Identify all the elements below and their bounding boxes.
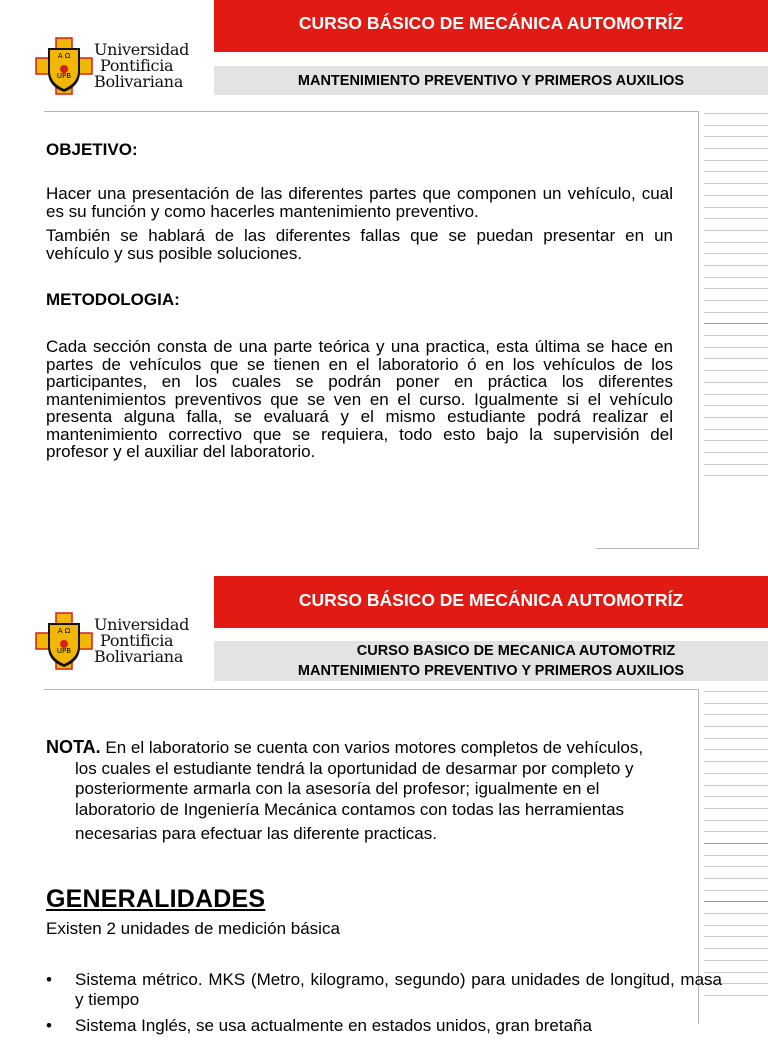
university-name: Universidad Pontificia Bolivariana <box>94 615 190 666</box>
objetivo-paragraph: También se hablará de las diferentes fallas que se puedan presentar en un vehículo y sus posible soluciones. <box>46 226 673 263</box>
nota-line: los cuales el estudiante tendrá la oportunidad de desarmar por completo y <box>75 758 634 778</box>
objetivo-paragraph: Hacer una presentación de las diferentes partes que componen un vehículo, cual es su función y como hacerles mantenimiento preventivo. <box>46 184 673 221</box>
subtitle-line: MANTENIMIENTO PREVENTIVO Y PRIMEROS AUXILIOS <box>297 663 685 679</box>
nota-label: NOTA. <box>46 737 101 757</box>
metodologia-heading: METODOLOGIA: <box>46 290 180 309</box>
nota-first-line: En el laboratorio se cuenta con varios motores completos de vehículos, <box>105 738 644 757</box>
list-item <box>46 1016 722 1036</box>
list-item <box>46 970 722 1010</box>
generalidades-subtitle: Existen 2 unidades de medición básica <box>46 919 340 938</box>
nota-line: necesarias para efectuar las diferente practicas. <box>75 824 437 843</box>
metodologia-paragraph: Cada sección consta de una parte teórica y una practica, esta última se hace en partes de vehículos que se tienen en el laboratorio ó en los vehículos de los participantes, en los cuales se podrán poner en práctica los diferentes mantenimientos preventivos que se ven en el curso. Igualmente si el vehículo presenta alguna falla, se evaluará y el mismo estudiante podrá realizar el mantenimiento correctivo que se requiera, todo esto bajo la supervisión del profesor y el auxiliar del laboratorio. <box>46 337 673 461</box>
nota-line: posteriormente armarla con la asesoría del profesor; igualmente en el <box>75 779 600 798</box>
side-ruled-lines <box>704 113 768 487</box>
subtitle-line: MANTENIMIENTO PREVENTIVO Y PRIMEROS AUXILIOS <box>297 73 685 89</box>
university-logo <box>36 38 196 98</box>
header-divider <box>44 111 698 112</box>
subtitle-bar <box>214 66 768 95</box>
nota-paragraph <box>46 737 718 845</box>
crest-text: A Ω UPB <box>56 52 72 80</box>
course-title: CURSO BÁSICO DE MECÁNICA AUTOMOTRÍZ <box>298 590 684 610</box>
university-logo <box>36 613 196 673</box>
content-border <box>698 111 699 549</box>
header-divider <box>44 689 698 690</box>
course-title: CURSO BÁSICO DE MECÁNICA AUTOMOTRÍZ <box>298 13 684 33</box>
generalidades-list <box>46 970 722 1042</box>
bullet-icon: • <box>46 970 52 989</box>
list-item-text: Sistema métrico. MKS (Metro, kilogramo, segundo) para unidades de longitud, masa y tiempo <box>75 970 722 1009</box>
objetivo-heading: OBJETIVO: <box>46 140 138 159</box>
course-title-bar <box>214 0 768 52</box>
course-title-bar <box>214 576 768 628</box>
list-item-text: Sistema Inglés, se usa actualmente en estados unidos, gran bretaña <box>75 1016 592 1035</box>
content-bottom-border <box>596 548 698 549</box>
subtitle-line: CURSO BASICO DE MECANICA AUTOMOTRIZ <box>356 643 676 659</box>
bullet-icon: • <box>46 1016 52 1035</box>
generalidades-title: GENERALIDADES <box>46 885 266 913</box>
crest-text: A Ω UPB <box>56 627 72 655</box>
university-name: Universidad Pontificia Bolivariana <box>94 40 190 91</box>
subtitle-bar <box>214 641 768 681</box>
nota-line: laboratorio de Ingeniería Mecánica contamos con todas las herramientas <box>75 799 625 819</box>
